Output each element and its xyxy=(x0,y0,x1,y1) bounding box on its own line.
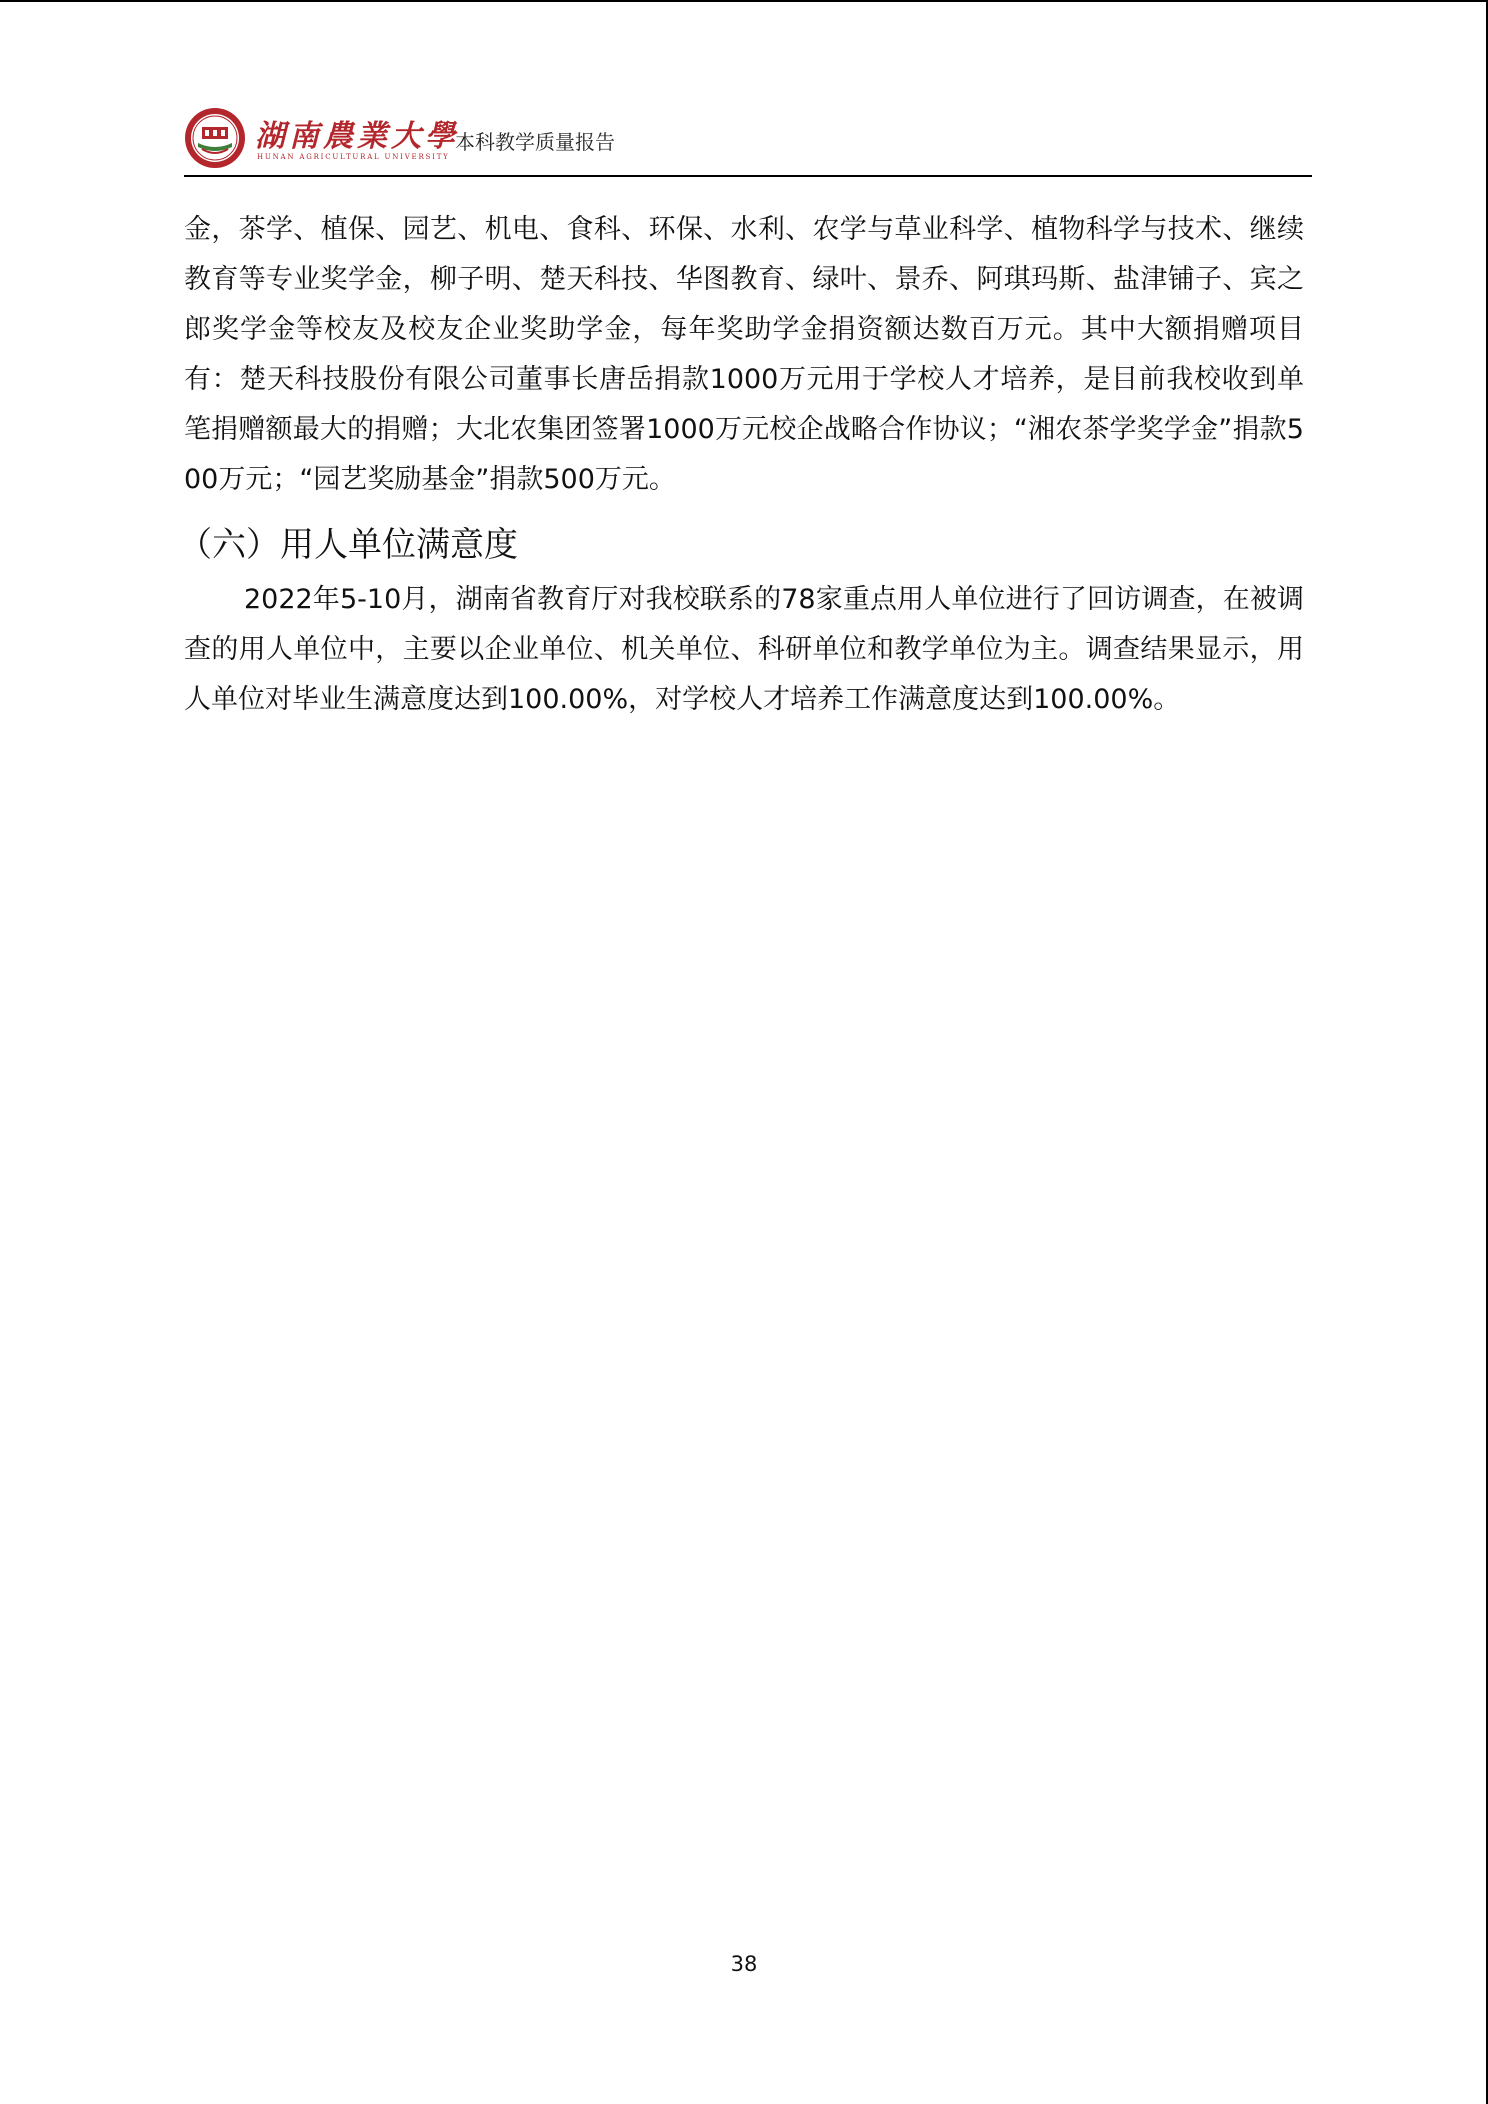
header-divider xyxy=(184,175,1312,177)
page-border-top xyxy=(0,0,1488,2)
university-name-en: HUNAN AGRICULTURAL UNIVERSITY xyxy=(257,153,450,161)
report-title: 本科教学质量报告 xyxy=(455,130,615,154)
body-paragraph-satisfaction: 2022年5-10月，湖南省教育厅对我校联系的78家重点用人单位进行了回访调查，在被调查的用人单位中，主要以企业单位、机关单位、科研单位和教学单位为主。调查结果显示，用人单位对毕业生满意度达到100.00%，对学校人才培养工作满意度达到100.00%。 xyxy=(184,584,1304,715)
page-content xyxy=(178,205,1304,725)
university-seal-logo xyxy=(184,107,246,169)
page-number: 38 xyxy=(730,1952,758,1976)
section-heading: （六）用人单位满意度 xyxy=(178,525,518,565)
university-name: 湖南農業大學 xyxy=(255,119,459,154)
page-header xyxy=(184,104,1312,176)
body-paragraph-continued: 金，茶学、植保、园艺、机电、食科、环保、水利、农学与草业科学、植物科学与技术、继续教育等专业奖学金，柳子明、楚天科技、华图教育、绿叶、景乔、阿琪玛斯、盐津铺子、宾之郎奖学金等校友及校友企业奖助学金，每年奖助学金捐资额达数百万元。其中大额捐赠项目有：楚天科技股份有限公司董事长唐岳捐款1000万元用于学校人才培养，是目前我校收到单笔捐赠额最大的捐赠；大北农集团签署1000万元校企战略合作协议；“湘农茶学奖学金”捐款500万元；“园艺奖励基金”捐款500万元。 xyxy=(184,214,1304,495)
